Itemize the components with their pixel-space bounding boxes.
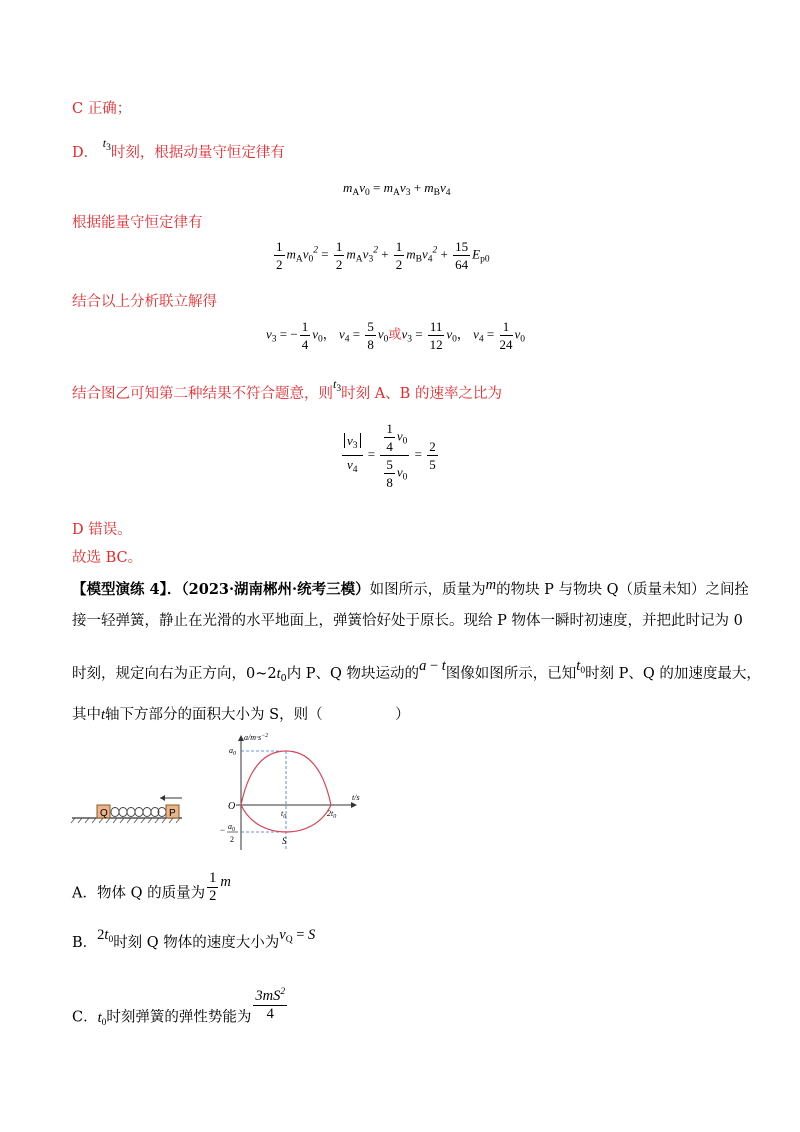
ground-hatch <box>71 818 180 823</box>
y-axis-label: $a/m\cdot s^{-2}$ <box>244 733 269 742</box>
block-p-label: P <box>169 808 176 819</box>
neg-sign: − <box>220 825 226 835</box>
2t0-label: $2t_0$ <box>327 809 337 820</box>
option-a[interactable]: A．物体 Q 的质量为 $\frac{1}{2}$ m <box>72 870 231 904</box>
energy-equation: $\frac{1}{2}$ $m_Av_0^2$ = $\frac{1}{2}$ $m_Av_3^2$ + $\frac{1}{2}$ $m_Bv_4^2$ + $\frac{15}{64}$ $E_{p0}$ <box>276 239 490 272</box>
problem-line-2: 接一轻弹簧，静止在光滑的水平地面上，弹簧恰好处于原长。现给 P 物体一瞬时初速度，并把此时记为 0 <box>72 613 743 629</box>
ratio-equation: $\frac{v_3}{v_4}$ = $\frac{1}{4}$ $v_0$ $\frac{5}{8}$ $v_0$ = $\frac{2}{5}$ <box>340 420 440 491</box>
at-graph <box>220 733 360 850</box>
s-label: S <box>282 836 287 846</box>
line-d-text: 时刻，根据动量守恒定律有 <box>110 145 285 161</box>
problem-line-1: 【模型演练 4】．（2023·湖南郴州·统考三模）如图所示，质量为m的物块 P 与物块 Q（质量未知）之间拴 <box>72 577 750 598</box>
or-word: 或 <box>388 327 402 343</box>
line-c-correct: C 正确； <box>72 101 132 117</box>
momentum-equation: $m_Av_0 = m_Av_3 + m_Bv_4$ <box>343 180 451 198</box>
solution-equations: $v_3$ = − $\frac{1}{4}$ $v_0$， $v_4$ = $\frac{5}{8}$ $v_0$或$v_3$ = $\frac{11}{12}$ $v_0$， $v_4$ = $\frac{1}{24}$ $v_0$ <box>266 319 526 352</box>
velocity-arrow-head <box>160 795 165 801</box>
choose-answer: 故选 BC。 <box>72 550 143 566</box>
ratio-line: 结合图乙可知第二种结果不符合题意，则$^{t_3}$时刻 A、B 的速率之比为 <box>72 377 502 402</box>
x-axis-arrow <box>351 802 357 808</box>
origin-label: O <box>228 801 236 812</box>
neg-a0-label: $a_0$ <box>228 822 235 833</box>
x-axis-label: t/s <box>352 793 360 802</box>
block-q-label: Q <box>100 808 108 819</box>
t0-label: $t_0$ <box>281 809 287 820</box>
t3-symbol-2: t3 <box>333 377 342 394</box>
problem-line-4: 其中t轴下方部分的面积大小为 S，则（ ） <box>72 707 410 723</box>
spring-setup <box>71 795 182 823</box>
problem-line-3: 时刻，规定向右为正方向，$0\sim 2t_0$内 P、Q 物块运动的a − t图像如图所示，已知$t_0$时刻 P、Q 的加速度最大， <box>72 658 761 684</box>
line-d-header <box>72 136 285 163</box>
half-label: 2 <box>230 835 234 844</box>
problem-figure <box>70 732 370 852</box>
d-wrong: D 错误。 <box>72 522 132 538</box>
option-c[interactable]: C．$t_0$时刻弹簧的弹性势能为 $\frac{3mS^2}{4}$ <box>72 998 289 1037</box>
combine-label: 结合以上分析联立解得 <box>72 294 217 310</box>
a0-label: $a_0$ <box>229 746 236 757</box>
problem-source: （2023·湖南郴州·统考三模） <box>181 581 370 598</box>
problem-tag: 【模型演练 4】． <box>72 581 182 598</box>
option-b[interactable]: B．$2t_0$时刻 Q 物体的速度大小为$v_Q = S$ <box>72 927 316 951</box>
energy-label: 根据能量守恒定律有 <box>72 215 203 231</box>
spring <box>111 808 166 817</box>
line-d-prefix: D． <box>72 145 99 161</box>
t3-symbol: t3 <box>102 136 111 153</box>
